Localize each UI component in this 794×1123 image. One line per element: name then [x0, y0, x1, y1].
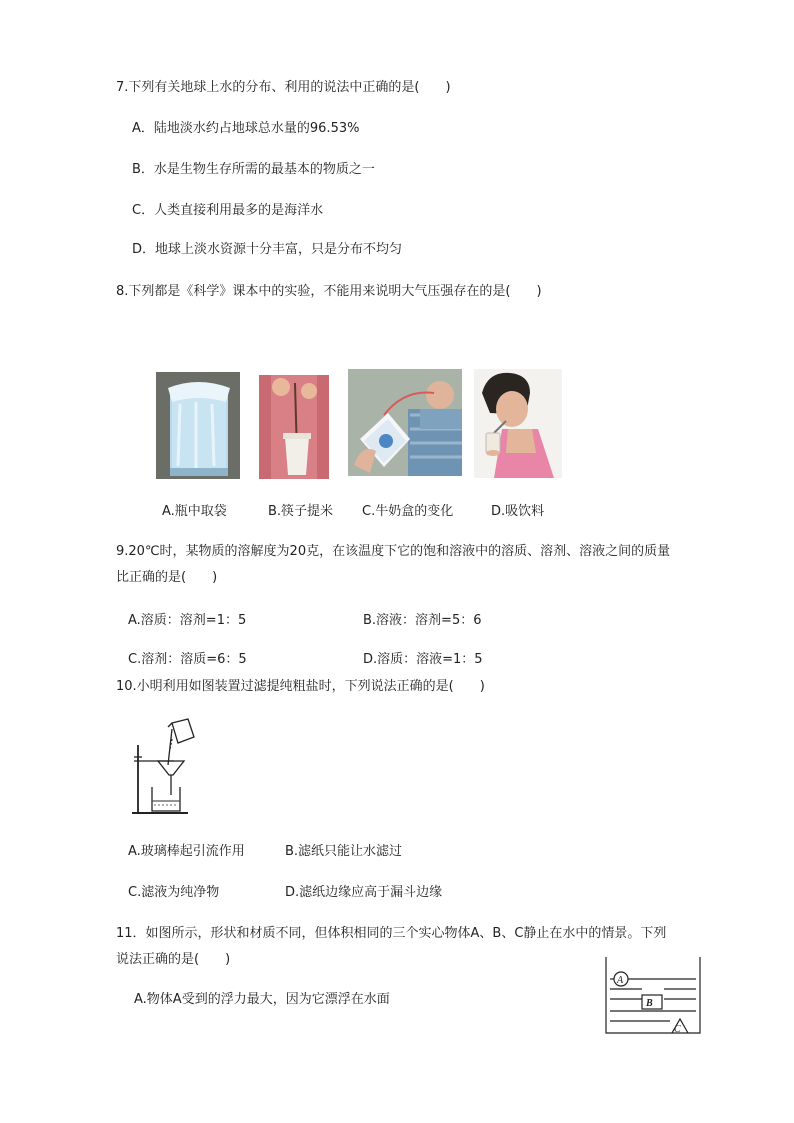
- q9-stem-line1: 9.20℃时，某物质的溶解度为20克，在该温度下它的饱和溶液中的溶质、溶剂、溶液之间的质量: [116, 544, 671, 559]
- q11-stem-line1: 11．如图所示，形状和材质不同，但体积相同的三个实心物体A、B、C静止在水中的情景。下列: [116, 926, 667, 941]
- jar-photo: [156, 372, 240, 479]
- q8-option-c: C.牛奶盒的变化: [362, 504, 454, 519]
- q9-option-d: D.溶质：溶液=1：5: [363, 652, 483, 667]
- chopsticks-photo: [259, 375, 329, 479]
- q11-stem-line2: 说法正确的是( ): [116, 952, 231, 967]
- q8-option-b: B.筷子提米: [268, 504, 334, 519]
- q8-stem: 8.下列都是《科学》课本中的实验，不能用来说明大气压强存在的是( ): [116, 284, 542, 299]
- q7-option-b: B．水是生物生存所需的最基本的物质之一: [132, 162, 375, 177]
- q9-option-c: C.溶剂：溶质=6：5: [128, 652, 247, 667]
- q10-option-c: C.滤液为纯净物: [128, 885, 220, 900]
- floating-objects-figure: [602, 955, 702, 1035]
- q10-stem: 10.小明利用如图装置过滤提纯粗盐时，下列说法正确的是( ): [116, 679, 485, 694]
- q10-option-d: D.滤纸边缘应高于漏斗边缘: [285, 885, 443, 900]
- q7-stem: 7.下列有关地球上水的分布、利用的说法中正确的是( ): [116, 80, 451, 95]
- figure-label-c: C: [674, 1024, 681, 1035]
- figure-label-a: A: [617, 975, 624, 986]
- figure-label-b: B: [646, 998, 653, 1009]
- drinking-photo: [474, 369, 562, 478]
- filtration-apparatus-figure: [128, 715, 210, 817]
- q8-option-a: A.瓶中取袋: [162, 504, 227, 519]
- q7-option-d: D．地球上淡水资源十分丰富，只是分布不均匀: [132, 242, 403, 257]
- q10-option-a: A.玻璃棒起引流作用: [128, 844, 245, 859]
- q10-option-b: B.滤纸只能让水滤过: [285, 844, 403, 859]
- q9-option-b: B.溶液：溶剂=5：6: [363, 613, 482, 628]
- q11-option-a: A.物体A受到的浮力最大，因为它漂浮在水面: [134, 992, 390, 1007]
- q8-option-d: D.吸饮料: [491, 504, 545, 519]
- q9-stem-line2: 比正确的是( ): [116, 570, 218, 585]
- milk-carton-photo: [348, 369, 462, 476]
- q9-option-a: A.溶质：溶剂=1：5: [128, 613, 247, 628]
- q7-option-a: A．陆地淡水约占地球总水量的96.53%: [132, 121, 360, 136]
- q7-option-c: C．人类直接利用最多的是海洋水: [132, 203, 324, 218]
